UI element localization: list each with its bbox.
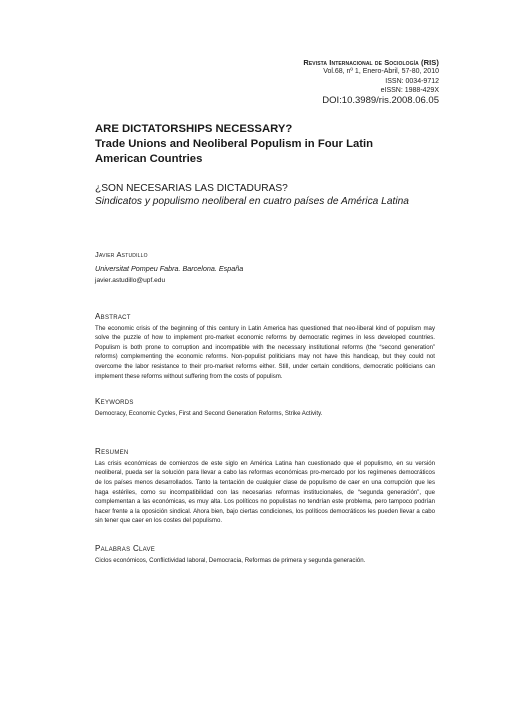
title-en-line-2: Trade Unions and Neoliberal Populism in Four Latin bbox=[95, 138, 374, 151]
volume-line: Vol.68, nº 1, Enero-Abril, 57-80, 2010 bbox=[323, 68, 439, 76]
article-title-es: ¿SON NECESARIAS LAS DICTADURAS? bbox=[95, 182, 288, 194]
palabras-clave-heading: Palabras Clave bbox=[95, 543, 156, 553]
issn: ISSN: 0034-9712 bbox=[385, 77, 439, 85]
author-affiliation: Universitat Pompeu Fabra. Barcelona. España bbox=[95, 263, 244, 273]
journal-header bbox=[303, 58, 439, 106]
palabras-clave-text: Ciclos económicos, Conflictividad laboral, Democracia, Reformas de primera y segunda generación. bbox=[95, 556, 366, 564]
keywords-heading: Keywords bbox=[95, 397, 134, 407]
abstract-heading: Abstract bbox=[95, 311, 131, 321]
resumen-heading: Resumen bbox=[95, 446, 129, 456]
article-subtitle-es: Sindicatos y populismo neoliberal en cuatro países de América Latina bbox=[95, 195, 409, 207]
author-name: Javier Astudillo bbox=[95, 249, 148, 259]
title-en-line-3: American Countries bbox=[95, 153, 203, 166]
author-email: javier.astudillo@upf.edu bbox=[95, 276, 166, 284]
title-en-line-1: ARE DICTATORSHIPS NECESSARY? bbox=[95, 123, 293, 135]
journal-name: Revista Internacional de Sociología (RIS) bbox=[303, 58, 439, 67]
abstract-text: The economic crisis of the beginning of this century in Latin America has questioned that neo-liberal kind of populism may solve the puzzle of how to implement pro-market economic reforms by democratic regimes in less developed countries. Populism is both prone to corruption and incompatible with the necessary institutional reforms (the “second generation” reforms) complementing the economic reforms. Non-populist politicians may not have this handicap, but they could not overcome the labor resistance to their pro-market reforms either. Still, under certain conditions, democratic politicians can implement these reforms without suffering from the costs of populism. bbox=[95, 324, 435, 380]
keywords-text: Democracy, Economic Cycles, First and Second Generation Reforms, Strike Activity. bbox=[95, 410, 323, 418]
resumen-text: Las crisis económicas de comienzos de este siglo en América Latina han cuestionado que el populismo, en su versión neoliberal, pueda ser la solución para llevar a cabo las reformas económicas pro-mercado por los regímenes democráticos de los países menos desarrollados. Tanto la tentación de cualquier clase de populismo de caer en una corrupción que les haga estériles, como su incompatibilidad con las necesarias reformas institucionales, de “segunda generación”, que complementan a las económicas, es muy alta. Los políticos no populistas no tendrían este problema, pero tampoco podrían hacer frente a la oposición sindical. Ahora bien, bajo ciertas condiciones, los políticos democráticos les pueden llevar a cabo sin tener que caer en los costes del populismo. bbox=[95, 459, 435, 525]
eissn: eISSN: 1988-429X bbox=[380, 86, 439, 94]
article-title-en bbox=[95, 122, 435, 168]
doi: DOI:10.3989/ris.2008.06.05 bbox=[322, 95, 439, 107]
article-front-matter bbox=[95, 122, 435, 566]
